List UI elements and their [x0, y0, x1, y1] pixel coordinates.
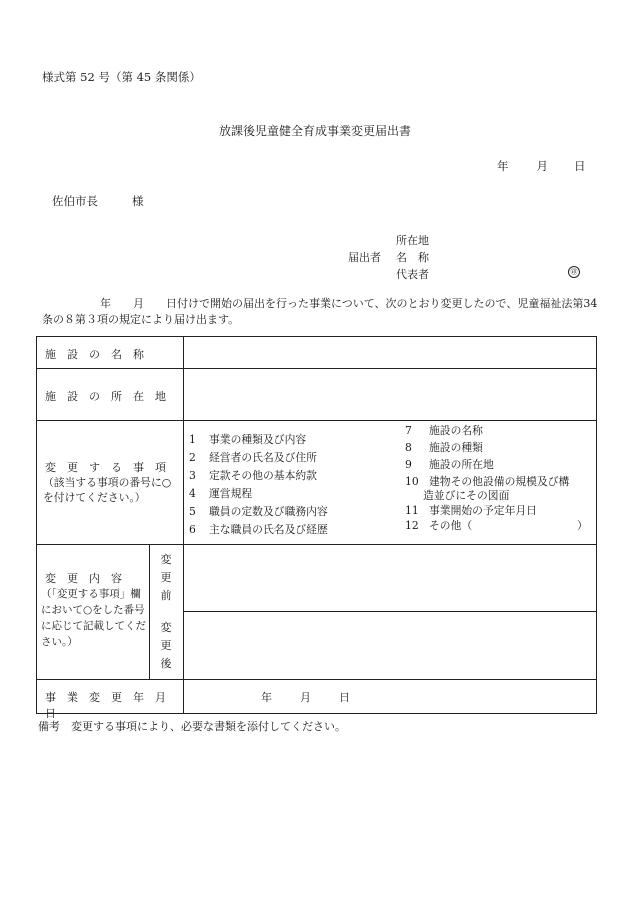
change-content-note: （「変更する事項」欄において○をした番号に応じて記載してください。） [41, 588, 146, 648]
form-number: 様式第 52 号（第 45 条関係） [42, 70, 201, 84]
row-divider [37, 544, 596, 545]
change-item: 11 事業開始の予定年月日 [405, 504, 537, 517]
document-title: 放課後児童健全育成事業変更届出書 [218, 124, 411, 138]
col-divider [183, 337, 184, 714]
date-year-label: 年 [497, 159, 509, 173]
change-date-value [261, 689, 350, 705]
facility-name-label: 施 設 の 名 称 [45, 348, 144, 361]
change-content-label: 変 更 内 容 [45, 572, 122, 585]
before-label: 変 更 前 [160, 553, 172, 602]
change-date-month: 月 [300, 691, 311, 704]
address-label: 所在地 [396, 234, 429, 247]
change-item: 3 定款その他の基本約款 [189, 469, 317, 482]
change-form-table [36, 336, 597, 720]
change-date-year: 年 [261, 691, 272, 704]
change-item: 8 施設の種類 [405, 441, 483, 454]
col-divider [149, 544, 150, 679]
row-divider [37, 368, 596, 369]
change-items-label: 変 更 す る 事 項 [45, 461, 166, 474]
body-text: 年 月 日付けで開始の届出を行った事業について、次のとおり変更したので、児童福祉法第34条の８第３項の規定により届け出ます。 [42, 297, 598, 326]
change-item: 7 施設の名称 [405, 424, 483, 437]
notifier-block [348, 232, 429, 283]
notifier-role-label: 届出者 [348, 251, 381, 264]
change-item: 5 職員の定数及び職務内容 [189, 505, 328, 518]
addressee [52, 193, 144, 209]
seal-mark: ㊞ [568, 266, 580, 278]
name-label: 名 称 [396, 251, 429, 264]
change-item: 12 その他（ [405, 519, 473, 532]
submission-date [497, 158, 586, 174]
remarks-note: 備考 変更する事項により、必要な書類を添付してください。 [38, 720, 346, 733]
after-label: 変 更 後 [160, 621, 172, 670]
date-day-label: 日 [574, 159, 586, 173]
change-item: 9 施設の所在地 [405, 458, 494, 471]
change-item: 10 建物その他設備の規模及び構 [405, 475, 570, 488]
date-month-label: 月 [536, 159, 548, 173]
addressee-honorific: 様 [132, 194, 144, 208]
change-date-label: 事 業 変 更 年 月 日 [45, 691, 177, 720]
change-item-close-paren: ） [577, 519, 588, 532]
row-divider [37, 420, 596, 421]
representative-label: 代表者 [396, 268, 429, 281]
addressee-name: 佐伯市長 [52, 194, 98, 208]
change-item: 2 経営者の氏名及び住所 [189, 451, 317, 464]
change-item-continued: 造並びにその図面 [423, 489, 510, 502]
row-divider [37, 679, 596, 680]
change-item: 6 主な職員の氏名及び経歴 [189, 523, 328, 536]
change-item: 4 運営規程 [189, 487, 253, 500]
change-items-note: （該当する事項の番号に○を付けてください。） [43, 476, 172, 504]
facility-address-label: 施 設 の 所 在 地 [45, 390, 166, 403]
change-item: 1 事業の種類及び内容 [189, 433, 307, 446]
change-date-day: 日 [339, 691, 350, 704]
row-divider [183, 611, 596, 612]
